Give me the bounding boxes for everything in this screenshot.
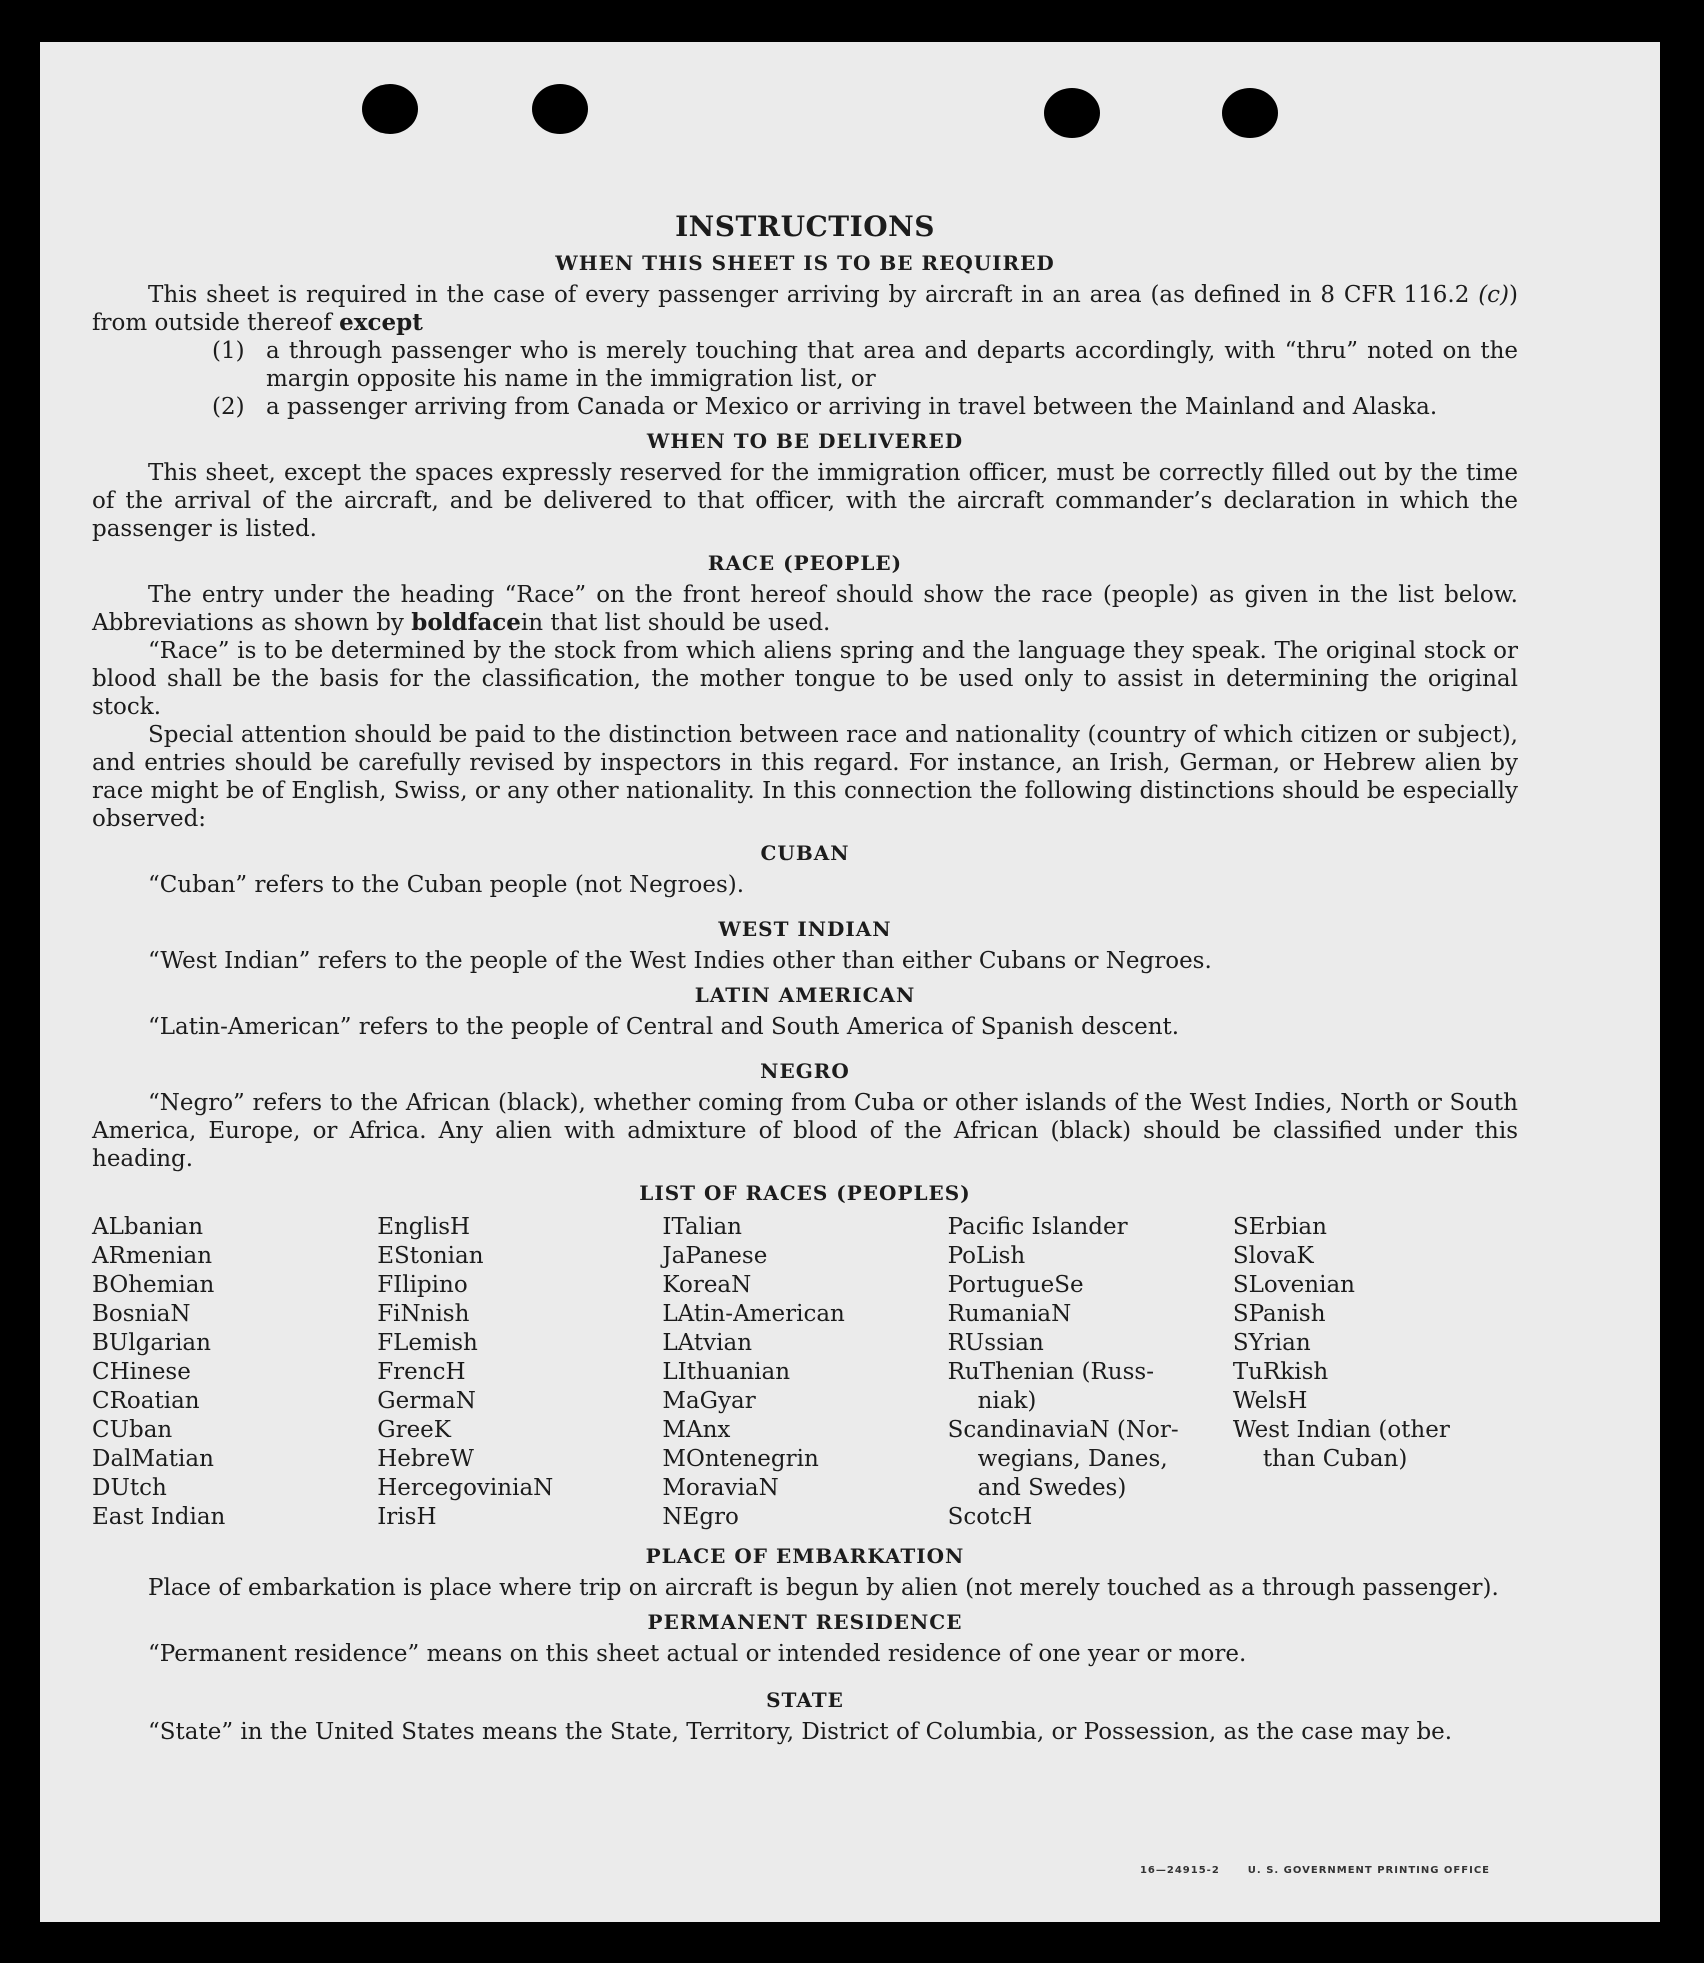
races-column — [662, 1213, 947, 1532]
cuban-paragraph: “Cuban” refers to the Cuban people (not Negroes). — [148, 872, 745, 898]
race-entry: LIthuanian — [662, 1359, 791, 1385]
race-entry: IrisH — [377, 1504, 437, 1530]
section-heading: STATE — [766, 1688, 844, 1712]
exception-item: (1) a through passenger who is merely touching that area and departs accordingly, with “thru” noted on the margin opposite his name in the immigration list, or — [212, 338, 1518, 392]
race-entry: PortugueSe — [947, 1272, 1084, 1298]
race-paragraph: Special attention should be paid to the distinction between race and nationality (country of which citizen or subject), and entries should be carefully revised by inspectors in this regard. For instance, an Irish, German, or Hebrew alien by race might be of English, Swiss, or any other nationality. In this connection the following distinctions should be especially observed: — [92, 722, 1518, 832]
race-entry: ScandinaviaN (Nor- — [947, 1417, 1179, 1443]
section-heading: WHEN TO BE DELIVERED — [646, 429, 964, 453]
required-paragraph: This sheet is required in the case of every passenger arriving by aircraft in an area (as defined in 8 CFR 116.2 (c)) from outside thereof except — [92, 282, 1518, 336]
section-heading: PERMANENT RESIDENCE — [647, 1610, 963, 1634]
races-column — [92, 1213, 377, 1532]
race-entry: WelsH — [1232, 1388, 1308, 1414]
section-heading: CUBAN — [760, 841, 850, 865]
section-heading: WEST INDIAN — [718, 917, 892, 941]
embarkation-paragraph: Place of embarkation is place where trip on aircraft is begun by alien (not merely touched as a through passenger). — [148, 1575, 1499, 1601]
race-entry: RumaniaN — [947, 1301, 1072, 1327]
section-heading: WHEN THIS SHEET IS TO BE REQUIRED — [555, 251, 1055, 275]
race-entry: FiNnish — [377, 1301, 470, 1327]
race-entry: EnglisH — [377, 1214, 471, 1240]
race-entry: CUban — [92, 1417, 173, 1443]
race-entry: KoreaN — [662, 1272, 752, 1298]
state-paragraph: “State” in the United States means the State, Territory, District of Columbia, or Possession, as the case may be. — [148, 1719, 1453, 1745]
page-title: INSTRUCTIONS — [675, 210, 935, 243]
race-entry: SlovaK — [1232, 1243, 1314, 1269]
race-entry: JaPanese — [662, 1243, 768, 1269]
race-entry: wegians, Danes, — [977, 1446, 1168, 1472]
race-entry: SPanish — [1232, 1301, 1326, 1327]
race-entry: DalMatian — [92, 1446, 214, 1472]
race-entry: East Indian — [92, 1504, 226, 1530]
delivered-paragraph: This sheet, except the spaces expressly reserved for the immigration officer, must be correctly filled out by the time of the arrival of the aircraft, and be delivered to that officer, with the aircraft commander’s declaration in which the passenger is listed. — [92, 460, 1518, 542]
race-entry: SLovenian — [1232, 1272, 1355, 1298]
west-indian-paragraph: “West Indian” refers to the people of the West Indies other than either Cubans or Negroes. — [148, 948, 1212, 974]
race-entry: BOhemian — [92, 1272, 215, 1298]
race-entry: SYrian — [1232, 1330, 1311, 1356]
latin-american-paragraph: “Latin-American” refers to the people of Central and South America of Spanish descent. — [148, 1014, 1180, 1040]
race-entry: RUssian — [947, 1330, 1044, 1356]
section-heading: LIST OF RACES (PEOPLES) — [639, 1181, 971, 1205]
exception-item: (2) a passenger arriving from Canada or Mexico or arriving in travel between the Mainland and Alaska. — [212, 394, 1438, 420]
race-entry: LAtvian — [662, 1330, 753, 1356]
residence-paragraph: “Permanent residence” means on this sheet actual or intended residence of one year or more. — [148, 1641, 1247, 1667]
print-imprint: 16—24915-2 U. S. GOVERNMENT PRINTING OFFICE — [1139, 1865, 1490, 1876]
race-entry: MAnx — [662, 1417, 731, 1443]
race-entry: than Cuban) — [1262, 1446, 1408, 1472]
race-entry: SErbian — [1232, 1214, 1327, 1240]
race-entry: NEgro — [662, 1504, 739, 1530]
punch-hole — [1044, 88, 1100, 138]
race-entry: ARmenian — [92, 1243, 213, 1269]
race-entry: and Swedes) — [977, 1475, 1127, 1501]
race-entry: ALbanian — [92, 1214, 204, 1240]
section-heading: NEGRO — [760, 1059, 850, 1083]
race-entry: EStonian — [377, 1243, 484, 1269]
race-entry: HebreW — [377, 1446, 474, 1472]
race-entry: RuThenian (Russ- — [947, 1359, 1154, 1385]
document-page — [40, 42, 1660, 1922]
race-entry: niak) — [977, 1388, 1037, 1414]
race-entry: ITalian — [662, 1214, 742, 1240]
race-entry: PoLish — [947, 1243, 1026, 1269]
instructions-content — [92, 162, 1518, 1746]
race-entry: GermaN — [377, 1388, 476, 1414]
race-entry: ScotcH — [947, 1504, 1033, 1530]
race-entry: BUlgarian — [92, 1330, 211, 1356]
race-paragraph: The entry under the heading “Race” on the front hereof should show the race (people) as given in the list below. Abbreviations as shown by boldfacein that list should be used. — [92, 582, 1518, 636]
section-heading: PLACE OF EMBARKATION — [645, 1544, 965, 1568]
race-entry: MOntenegrin — [662, 1446, 819, 1472]
punch-hole — [1222, 88, 1278, 138]
section-heading: RACE (PEOPLE) — [707, 551, 903, 575]
race-entry: CHinese — [92, 1359, 191, 1385]
race-entry: MaGyar — [662, 1388, 756, 1414]
punch-hole — [362, 84, 418, 134]
race-entry: GreeK — [377, 1417, 451, 1443]
race-entry: MoraviaN — [662, 1475, 779, 1501]
race-entry: DUtch — [92, 1475, 167, 1501]
race-entry: LAtin-American — [662, 1301, 845, 1327]
race-entry: CRoatian — [92, 1388, 200, 1414]
negro-paragraph: “Negro” refers to the African (black), whether coming from Cuba or other islands of the West Indies, North or South America, Europe, or Africa. Any alien with admixture of blood of the African (black) should be classified under this heading. — [92, 1090, 1518, 1172]
race-entry: West Indian (other — [1232, 1417, 1450, 1443]
races-list — [92, 1213, 1518, 1532]
punch-hole — [532, 84, 588, 134]
section-heading: LATIN AMERICAN — [694, 983, 916, 1007]
races-column — [377, 1213, 662, 1532]
races-column — [948, 1213, 1233, 1532]
race-entry: TuRkish — [1232, 1359, 1329, 1385]
race-entry: BosniaN — [92, 1301, 191, 1327]
race-paragraph: “Race” is to be determined by the stock from which aliens spring and the language they speak. The original stock or blood shall be the basis for the classification, the mother tongue to be used only to assist in determining the original stock. — [92, 638, 1518, 720]
race-entry: HercegoviniaN — [377, 1475, 554, 1501]
race-entry: FrencH — [377, 1359, 466, 1385]
race-entry: FIlipino — [377, 1272, 468, 1298]
races-column — [1233, 1213, 1518, 1532]
race-entry: FLemish — [377, 1330, 478, 1356]
race-entry: Pacific Islander — [947, 1214, 1128, 1240]
